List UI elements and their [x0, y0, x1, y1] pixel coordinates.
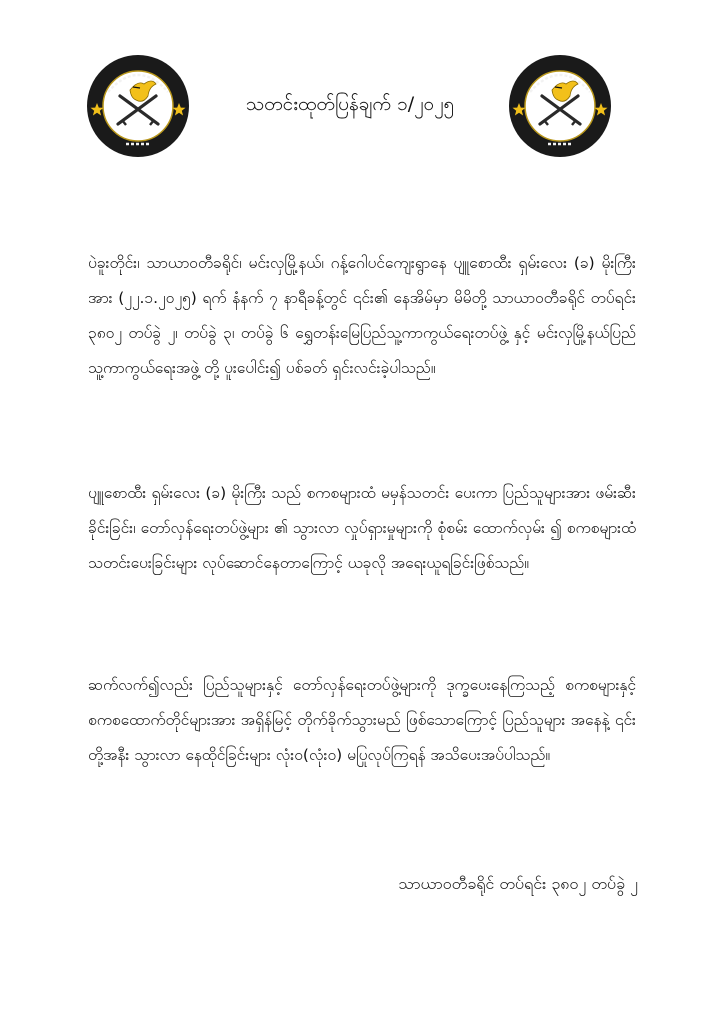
statement-paragraph-3: ဆက်လက်၍လည်း ပြည်သူများနှင့် တော်လှန်ရေးတပ်ဖွဲ့များကို ဒုက္ခပေးနေကြသည့် စကစများနှင့် စကစထောက်တိုင်များအား အရှိန်မြင့် တိုက်ခိုက်သွားမည် ဖြစ်သောကြောင့် ပြည်သူများ အနေနဲ့ ၎င်းတို့အနီး သွားလာ နေထိုင်ခြင်းများ လုံး၀(လုံး၀) မပြုလုပ်ကြရန် အသိပေးအပ်ပါသည်။ [88, 675, 636, 764]
unit-emblem-icon [508, 54, 612, 158]
unit-emblem-right [508, 54, 612, 158]
statement-paragraph-1: ပဲခူးတိုင်း၊ သာယာဝတီခရိုင်၊ မင်းလှမြို့နယ်၊ ဂန့်ဂေါပင်ကျေးရွာနေ ပျူစောထီး ရှမ်းလေး (ခ) မိုးကြီး အား (၂၂.၁.၂၀၂၅) ရက် နံနက် ၇ နာရီခန့်တွင် ၎င်း၏ နေအိမ်မှာ မိမိတို့ သာယာဝတီခရိုင် တပ်ရင်း ၃၈၀၂ တပ်ခွဲ ၂၊ တပ်ခွဲ ၃၊ တပ်ခွဲ ၆ ရွှေတန်းမြေပြည်သူ့ကာကွယ်ရေးတပ်ဖွဲ့ နှင့် မင်းလှမြို့နယ်ပြည်သူ့ကာကွယ်ရေးအဖွဲ့ တို့ ပူးပေါင်း၍ ပစ်ခတ် ရှင်းလင်းခဲ့ပါသည်။ [88, 253, 636, 377]
statement-title: သတင်းထုတ်ပြန်ချက် ၁/၂၀၂၅ [245, 93, 455, 115]
unit-emblem-icon [86, 54, 190, 158]
statement-paragraph-2: ပျူစောထီး ရှမ်းလေး (ခ) မိုးကြီး သည် စကစများထံ မမှန်သတင်း ပေးကာ ပြည်သူများအား ဖမ်းဆီးခိုင်းခြင်း၊ တော်လှန်ရေးတပ်ဖွဲ့များ ၏ သွားလာ လှုပ်ရှားမှုများကို စုံစမ်း ထောက်လှမ်း ၍ စကစများထံ သတင်းပေးခြင်းများ လုပ်ဆောင်နေတာကြောင့် ယခုလို အရေးယူရခြင်းဖြစ်သည်။ [88, 483, 636, 572]
issuing-unit-signature: သာယာဝတီခရိုင် တပ်ရင်း ၃၈၀၂ တပ်ခွဲ ၂ [398, 874, 638, 893]
unit-emblem-left [86, 54, 190, 158]
